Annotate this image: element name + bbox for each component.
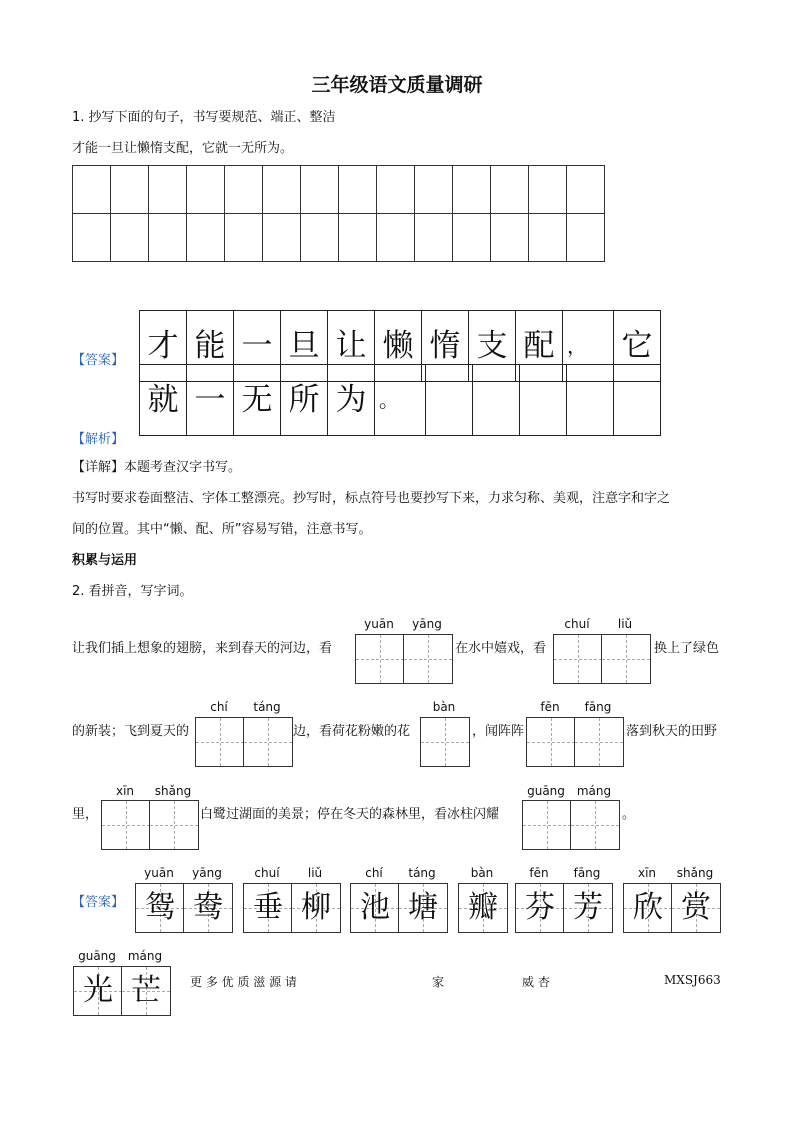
pinyin: shǎng (676, 866, 714, 880)
answer-box-chuiliu (243, 883, 341, 933)
pinyin: chuí (254, 866, 280, 880)
q2-prompt: 2. 看拼音，写字词。 (72, 584, 193, 599)
answer-char: 就 (140, 365, 187, 436)
answer-char: 无 (234, 365, 281, 436)
q2-answer-label: 【答案】 (72, 895, 125, 910)
answer-char: 赏 (681, 890, 711, 925)
pinyin: yuān (364, 617, 394, 631)
pinyin: chuí (564, 617, 590, 631)
answer-char (426, 365, 473, 436)
pinyin: liǔ (617, 617, 633, 631)
answer-char: 垂 (253, 890, 283, 925)
pinyin: guāng (78, 949, 116, 963)
answer-char (520, 365, 567, 436)
pinyin: bàn (432, 700, 456, 714)
tianzige-blank-fenfang[interactable] (526, 717, 624, 767)
q1-sentence: 才能一旦让懒惰支配，它就一无所为。 (72, 141, 294, 156)
pinyin: shǎng (154, 784, 192, 798)
pinyin: fēn (529, 866, 549, 880)
answer-char: 一 (234, 311, 281, 382)
section-title: 积累与运用 (72, 553, 138, 568)
tianzige-blank-xinshang[interactable] (101, 800, 199, 850)
answer-char: 池 (360, 890, 390, 925)
answer-char: 旦 (281, 311, 328, 382)
answer-char: 鸯 (193, 890, 223, 925)
pinyin: xīn (115, 784, 135, 798)
footer-promo-2: 家 (432, 975, 445, 989)
q1-explain-line-2: 间的位置。其中“懒、配、所”容易写错，注意书写。 (72, 522, 372, 537)
answer-char: 能 (187, 311, 234, 382)
pinyin: yuān (144, 866, 174, 880)
pinyin: fēn (540, 700, 560, 714)
q2-text-6: ，闻阵阵 (472, 724, 525, 739)
answer-char: 芳 (573, 890, 603, 925)
q2-text-10: 。 (622, 807, 636, 822)
page-title: 三年级语文质量调研 (311, 74, 483, 96)
q2-text-3: 换上了绿色 (654, 641, 720, 656)
pinyin: xīn (637, 866, 657, 880)
pinyin: máng (127, 949, 163, 963)
q1-explain-line-1: 书写时要求卷面整洁、字体工整漂亮。抄写时，标点符号也要抄写下来，力求匀称、美观，注意字和字之 (72, 491, 671, 506)
answer-char: 柳 (301, 890, 331, 925)
tianzige-blank-chuiliu[interactable] (553, 634, 651, 684)
pinyin: chí (210, 700, 228, 714)
pinyin: táng (408, 866, 436, 880)
answer-box-guangmang (73, 966, 171, 1016)
tianzige-blank-guangmang[interactable] (522, 800, 620, 850)
answer-char: 欣 (633, 890, 663, 925)
answer-char: 一 (187, 365, 234, 436)
answer-char: 芬 (525, 890, 555, 925)
pinyin: yāng (192, 866, 222, 880)
q2-text-2: 在水中嬉戏，看 (455, 641, 547, 656)
pinyin: guāng (527, 784, 565, 798)
pinyin: fāng (584, 700, 612, 714)
answer-char: 所 (281, 365, 328, 436)
q2-text-8: 里， (72, 807, 99, 822)
q2-text-4: 的新装；飞到夏天的 (72, 724, 190, 739)
answer-char (473, 365, 520, 436)
answer-char: 鸳 (145, 890, 175, 925)
answer-char: 懒 (375, 311, 422, 382)
answer-box-chitang (350, 883, 448, 933)
q1-prompt: 1. 抄写下面的句子，书写要规范、端正、整洁 (72, 110, 336, 125)
answer-char: 光 (83, 973, 113, 1008)
pinyin: fāng (573, 866, 601, 880)
answer-char: 塘 (408, 890, 438, 925)
q2-text-1: 让我们插上想象的翅膀，来到春天的河边，看 (72, 641, 333, 656)
footer-code: MXSJ663 (664, 973, 721, 987)
footer-promo-1: 更 多 优 质 滋 源 请 (190, 975, 297, 989)
pinyin: bàn (470, 866, 494, 880)
q1-writing-grid[interactable] (72, 165, 605, 262)
tianzige-blank-yuanyang[interactable] (355, 634, 453, 684)
answer-char: 芒 (131, 973, 161, 1008)
answer-char: 它 (614, 311, 661, 382)
grid-row (73, 214, 605, 262)
answer-char: 惰 (422, 311, 469, 382)
answer-char: 为 (328, 365, 375, 436)
q2-text-9: 白鹭过湖面的美景；停在冬天的森林里，看冰柱闪耀 (200, 807, 500, 822)
answer-char (614, 365, 661, 436)
answer-char (567, 365, 614, 436)
answer-char: 配 (516, 311, 563, 382)
answer-box-ban (458, 883, 508, 933)
pinyin: yāng (412, 617, 442, 631)
pinyin: chí (365, 866, 383, 880)
answer-box-fenfang (515, 883, 613, 933)
q1-answer-label: 【答案】 (72, 353, 125, 368)
answer-char: 让 (328, 311, 375, 382)
tianzige-blank-ban[interactable] (420, 717, 470, 767)
answer-char: ， (563, 311, 614, 382)
answer-char: 才 (140, 311, 187, 382)
q1-analysis-label: 【解析】 (72, 432, 125, 447)
q2-text-7: 落到秋天的田野 (626, 724, 718, 739)
answer-char: 。 (375, 365, 426, 436)
q1-answer-row-2 (139, 364, 661, 436)
grid-row (73, 166, 605, 214)
answer-box-yuanyang (135, 883, 233, 933)
pinyin: táng (253, 700, 281, 714)
answer-char: 支 (469, 311, 516, 382)
answer-char: 瓣 (468, 890, 498, 925)
footer-promo-3: 威 杏 (522, 975, 550, 989)
q1-detail: 【详解】本题考查汉字书写。 (72, 460, 242, 475)
pinyin: máng (576, 784, 612, 798)
answer-box-xinshang (623, 883, 721, 933)
pinyin: liǔ (307, 866, 323, 880)
tianzige-blank-chitang[interactable] (195, 717, 293, 767)
q2-text-5: 边，看荷花粉嫩的花 (293, 724, 411, 739)
